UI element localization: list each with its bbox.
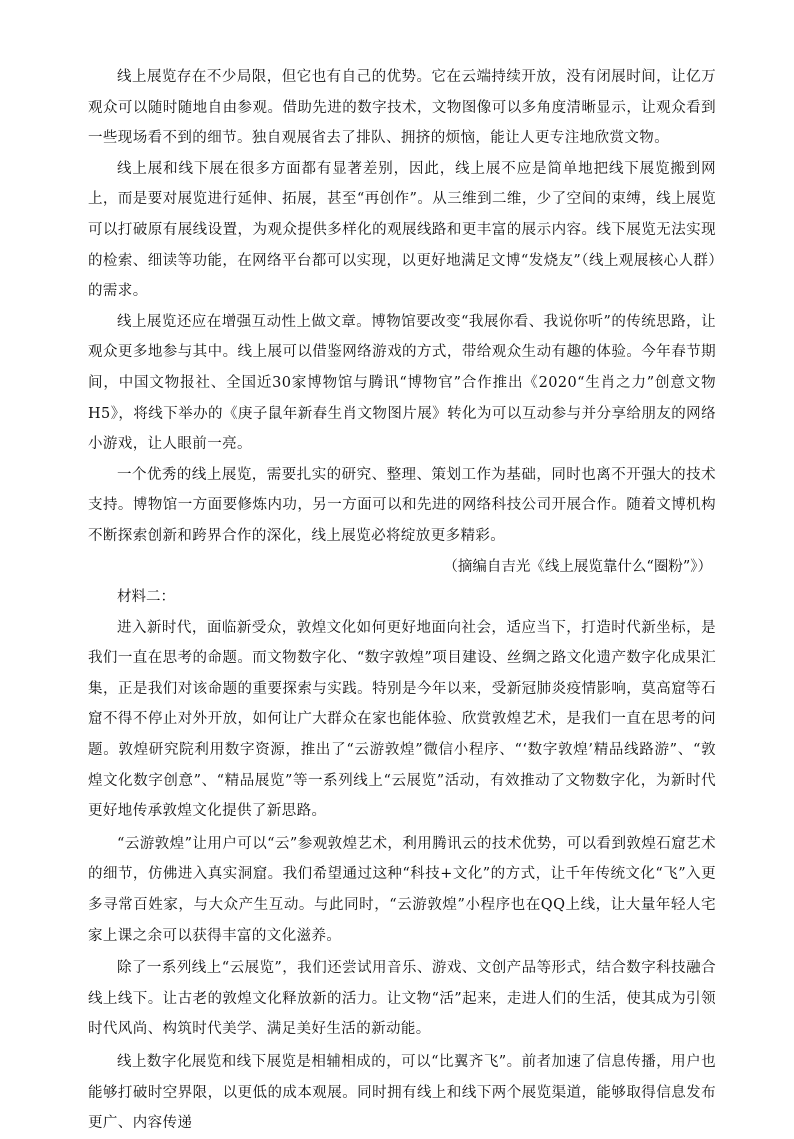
paragraph-6: “云游敦煌”让用户可以“云”参观敦煌艺术，利用腾讯云的技术优势，可以看到敦煌石窟艺术的细节，仿佛进入真实洞窟。我们希望通过这种“科技+文化”的方式，让千年传统文化“飞”入更多寻常百姓家，与大众产生互动。与此同时，“云游敦煌”小程序也在QQ上线，让大量年轻人宅家上课之余可以获得丰富的文化滋养。 bbox=[88, 835, 716, 944]
paragraph-4: 一个优秀的线上展览，需要扎实的研究、整理、策划工作为基础，同时也离不开强大的技术支持。博物馆一方面要修炼内功，另一方面可以和先进的网络科技公司开展合作。随着文博机构不断探索创新和跨界合作的深化，线上展览必将绽放更多精彩。 bbox=[88, 466, 716, 544]
material-two-heading: 材料二： bbox=[117, 589, 175, 606]
paragraph-1: 线上展览存在不少局限，但它也有自己的优势。它在云端持续开放，没有闭展时间，让亿万观众可以随时随地自由参观。借助先进的数字技术，文物图像可以多角度清晰显示，让观众看到一些现场看不到的细节。独自观展省去了排队、拥挤的烦恼，能让人更专注地欣赏文物。 bbox=[88, 69, 716, 147]
paragraph-7: 除了一系列线上“云展览”，我们还尝试用音乐、游戏、文创产品等形式，结合数字科技融合线上线下。让古老的敦煌文化释放新的活力。让文物“活”起来，走进人们的生活，使其成为引领时代风尚、构筑时代美学、满足美好生活的新动能。 bbox=[88, 960, 716, 1038]
source-citation: （摘编自吉光《线上展览靠什么“圈粉”》） bbox=[443, 558, 712, 575]
paragraph-8: 线上数字化展览和线下展览是相辅相成的，可以“比翼齐飞”。前者加速了信息传播，用户也能够打破时空界限，以更低的成本观展。同时拥有线上和线下两个展览渠道，能够取得信息发布更广、内容传递 bbox=[88, 1054, 716, 1132]
paragraph-5: 进入新时代，面临新受众，敦煌文化如何更好地面向社会，适应当下，打造时代新坐标，是我们一直在思考的命题。而文物数字化、“数字敦煌”项目建设、丝绸之路文化遗产数字化成果汇集，正是我们对该命题的重要探索与实践。特别是今年以来，受新冠肺炎疫情影响，莫高窟等石窟不得不停止对外开放，如何让广大群众在家也能体验、欣赏敦煌艺术，是我们一直在思考的问题。敦煌研究院利用数字资源，推出了“云游敦煌”微信小程序、“‘数字敦煌’精品线路游”、“敦煌文化数字创意”、“精品展览”等一系列线上“云展览”活动，有效推动了文物数字化，为新时代更好地传承敦煌文化提供了新思路。 bbox=[88, 619, 716, 820]
paragraph-2: 线上展和线下展在很多方面都有显著差别，因此，线上展不应是简单地把线下展览搬到网上，而是要对展览进行延伸、拓展，甚至“再创作”。从三维到二维，少了空间的束缚，线上展览可以打破原有展线设置，为观众提供多样化的观展线路和更丰富的展示内容。线下展览无法实现的检索、细读等功能，在网络平台都可以实现，以更好地满足文博“发烧友”（线上观展核心人群）的需求。 bbox=[88, 160, 716, 300]
document-page bbox=[88, 62, 716, 1139]
paragraph-3: 线上展览还应在增强互动性上做文章。博物馆要改变“我展你看、我说你听”的传统思路，让观众更多地参与其中。线上展可以借鉴网络游戏的方式，带给观众生动有趣的体验。今年春节期间，中国文物报社、全国近30家博物馆与腾讯“博物官”合作推出《2020“生肖之力”创意文物H5》，将线下举办的《庚子鼠年新春生肖文物图片展》转化为可以互动参与并分享给朋友的网络小游戏，让人眼前一亮。 bbox=[88, 313, 716, 453]
